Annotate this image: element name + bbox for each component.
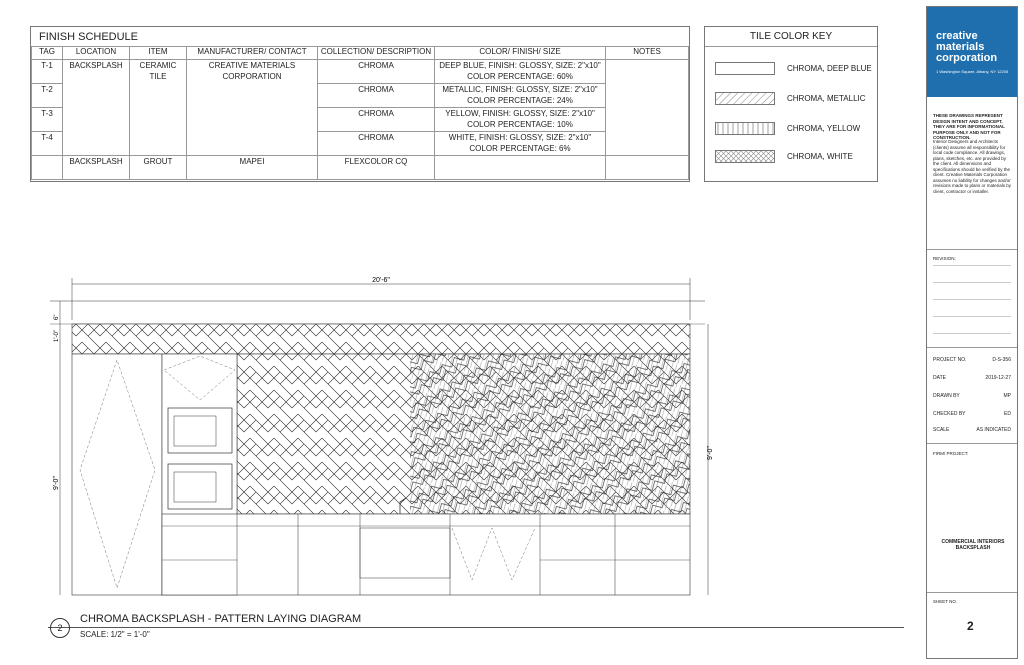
project-number-label: PROJECT NO. bbox=[933, 357, 967, 363]
drawn-by-row bbox=[933, 393, 1011, 399]
revision-label: REVISION: bbox=[933, 256, 956, 261]
disclaimer-text: Interior Designers and Architects (clients) assume all responsibility for local code compliance. All drawings, plans, sketches, etc. are provided by the client. All dimensions and specifications should be verified by the client. Creative Materials Corporation assumes no liability for changes and/or revisions made to plans or materials by client, contractor or installer. bbox=[933, 139, 1012, 194]
header-notes: NOTES bbox=[606, 47, 689, 60]
header-location: LOCATION bbox=[63, 47, 130, 60]
cell-finish bbox=[435, 108, 606, 132]
percentage-text: COLOR PERCENTAGE: 6% bbox=[469, 144, 571, 153]
table-row bbox=[32, 60, 689, 84]
disclaimer-bold: THESE DRAWINGS REPRESENT DESIGN INTENT AND CONCEPT. THEY ARE FOR INFORMATIONAL PURPOSE ONLY AND NOT FOR CONSTRUCTION. bbox=[933, 113, 1005, 140]
finish-text: WHITE, FINISH: GLOSSY, SIZE: 2"x10" bbox=[448, 133, 592, 142]
date-value: 2019-12-27 bbox=[985, 375, 1011, 381]
key-label: CHROMA, METALLIC bbox=[787, 93, 866, 103]
tile-color-key bbox=[704, 26, 878, 182]
project-number: D-S-356 bbox=[992, 357, 1011, 363]
key-label: CHROMA, YELLOW bbox=[787, 123, 861, 133]
cell-tag: T-1 bbox=[32, 60, 63, 84]
finish-text: DEEP BLUE, FINISH: GLOSSY, SIZE: 2"x10" bbox=[439, 61, 601, 70]
height-dimension-label-right: 9'-0" bbox=[707, 446, 714, 460]
cell-collection: CHROMA bbox=[318, 60, 435, 84]
finish-schedule bbox=[30, 26, 690, 182]
header-finish: COLOR/ FINISH/ SIZE bbox=[435, 47, 606, 60]
drawing-title: CHROMA BACKSPLASH - PATTERN LAYING DIAGRAM bbox=[80, 613, 362, 625]
drawn-by-label: DRAWN BY bbox=[933, 393, 960, 399]
cell-finish bbox=[435, 132, 606, 156]
sheet-label: SHEET NO. bbox=[933, 599, 958, 604]
date-label: DATE bbox=[933, 375, 946, 381]
key-item-white bbox=[715, 150, 853, 162]
title-underline bbox=[48, 627, 904, 628]
yellow-swatch bbox=[715, 122, 775, 135]
cell-notes bbox=[606, 156, 689, 180]
sheet-number: 2 bbox=[967, 619, 974, 633]
cell-finish bbox=[435, 84, 606, 108]
scale-row bbox=[933, 427, 1011, 433]
cell-finish bbox=[435, 156, 606, 180]
schedule-header-row bbox=[32, 47, 689, 60]
drawing-scale: SCALE: 1/2" = 1'-0" bbox=[80, 630, 150, 639]
pattern-zigzag-area bbox=[410, 354, 690, 514]
schedule-title: FINISH SCHEDULE bbox=[39, 31, 139, 43]
drawing-number: 2 bbox=[50, 618, 70, 638]
key-item-yellow bbox=[715, 122, 860, 134]
cell-tag: T-3 bbox=[32, 108, 63, 132]
header-collection: COLLECTION/ DESCRIPTION bbox=[318, 47, 435, 60]
header-manufacturer: MANUFACTURER/ CONTACT bbox=[187, 47, 318, 60]
cell-manufacturer: MAPEI bbox=[187, 156, 318, 180]
table-row bbox=[32, 156, 689, 180]
title-block bbox=[926, 6, 1018, 659]
height-dimension-label-left: 9'-0" bbox=[53, 476, 60, 490]
metallic-swatch bbox=[715, 92, 775, 105]
cell-collection: FLEXCOLOR CQ bbox=[318, 156, 435, 180]
white-swatch bbox=[715, 150, 775, 163]
checked-by-label: CHECKED BY bbox=[933, 411, 966, 417]
width-dimension-label: 20'-6" bbox=[372, 277, 390, 284]
cell-location: BACKSPLASH bbox=[63, 60, 130, 156]
deep-blue-swatch bbox=[715, 62, 775, 75]
finish-text: YELLOW, FINISH: GLOSSY, SIZE: 2"x10" bbox=[445, 109, 595, 118]
cell-item: CERAMIC TILE bbox=[130, 60, 187, 156]
key-item-metallic bbox=[715, 92, 866, 104]
key-title: TILE COLOR KEY bbox=[749, 31, 833, 42]
header-tag: TAG bbox=[32, 47, 63, 60]
drawn-by-value: MP bbox=[1003, 393, 1011, 399]
upper-tile-band bbox=[72, 324, 690, 354]
firm-project-name: COMMERCIAL INTERIORS BACKSPLASH bbox=[941, 539, 1005, 551]
key-item-deep-blue bbox=[715, 62, 872, 74]
cell-collection: CHROMA bbox=[318, 84, 435, 108]
schedule-table bbox=[31, 46, 689, 180]
scale-value: AS INDICATED bbox=[976, 427, 1011, 433]
dim-top-6in: 6" bbox=[54, 314, 60, 320]
percentage-text: COLOR PERCENTAGE: 24% bbox=[467, 96, 573, 105]
cell-manufacturer: CREATIVE MATERIALS CORPORATION bbox=[187, 60, 318, 156]
finish-text: METALLIC, FINISH: GLOSSY, SIZE: 2"x10" bbox=[442, 85, 598, 94]
percentage-text: COLOR PERCENTAGE: 10% bbox=[467, 120, 573, 129]
cell-collection: CHROMA bbox=[318, 108, 435, 132]
header-item: ITEM bbox=[130, 47, 187, 60]
cell-item: GROUT bbox=[130, 156, 187, 180]
cell-notes bbox=[606, 60, 689, 156]
key-label: CHROMA, DEEP BLUE bbox=[787, 63, 872, 73]
logo-text: creative materials corporation bbox=[936, 30, 998, 64]
scale-label: SCALE bbox=[933, 427, 950, 433]
cell-tag bbox=[32, 156, 63, 180]
checked-by-value: ED bbox=[1004, 411, 1011, 417]
dim-top-1ft: 1'-0" bbox=[54, 330, 60, 342]
percentage-text: COLOR PERCENTAGE: 60% bbox=[467, 72, 573, 81]
company-logo bbox=[927, 7, 1017, 97]
key-divider bbox=[705, 46, 877, 47]
checked-by-row bbox=[933, 411, 1011, 417]
cell-tag: T-2 bbox=[32, 84, 63, 108]
backsplash-elevation bbox=[40, 270, 720, 610]
cell-tag: T-4 bbox=[32, 132, 63, 156]
key-label: CHROMA, WHITE bbox=[787, 151, 853, 161]
cell-location: BACKSPLASH bbox=[63, 156, 130, 180]
date-row bbox=[933, 375, 1011, 381]
company-address: 1 Washington Square, Albany, NY 12205 bbox=[936, 69, 1009, 74]
cell-finish bbox=[435, 60, 606, 84]
cell-collection: CHROMA bbox=[318, 132, 435, 156]
project-number-row bbox=[933, 357, 1011, 363]
firm-label: FIRM/ PROJECT: bbox=[933, 451, 969, 456]
tall-cabinet bbox=[72, 354, 162, 595]
